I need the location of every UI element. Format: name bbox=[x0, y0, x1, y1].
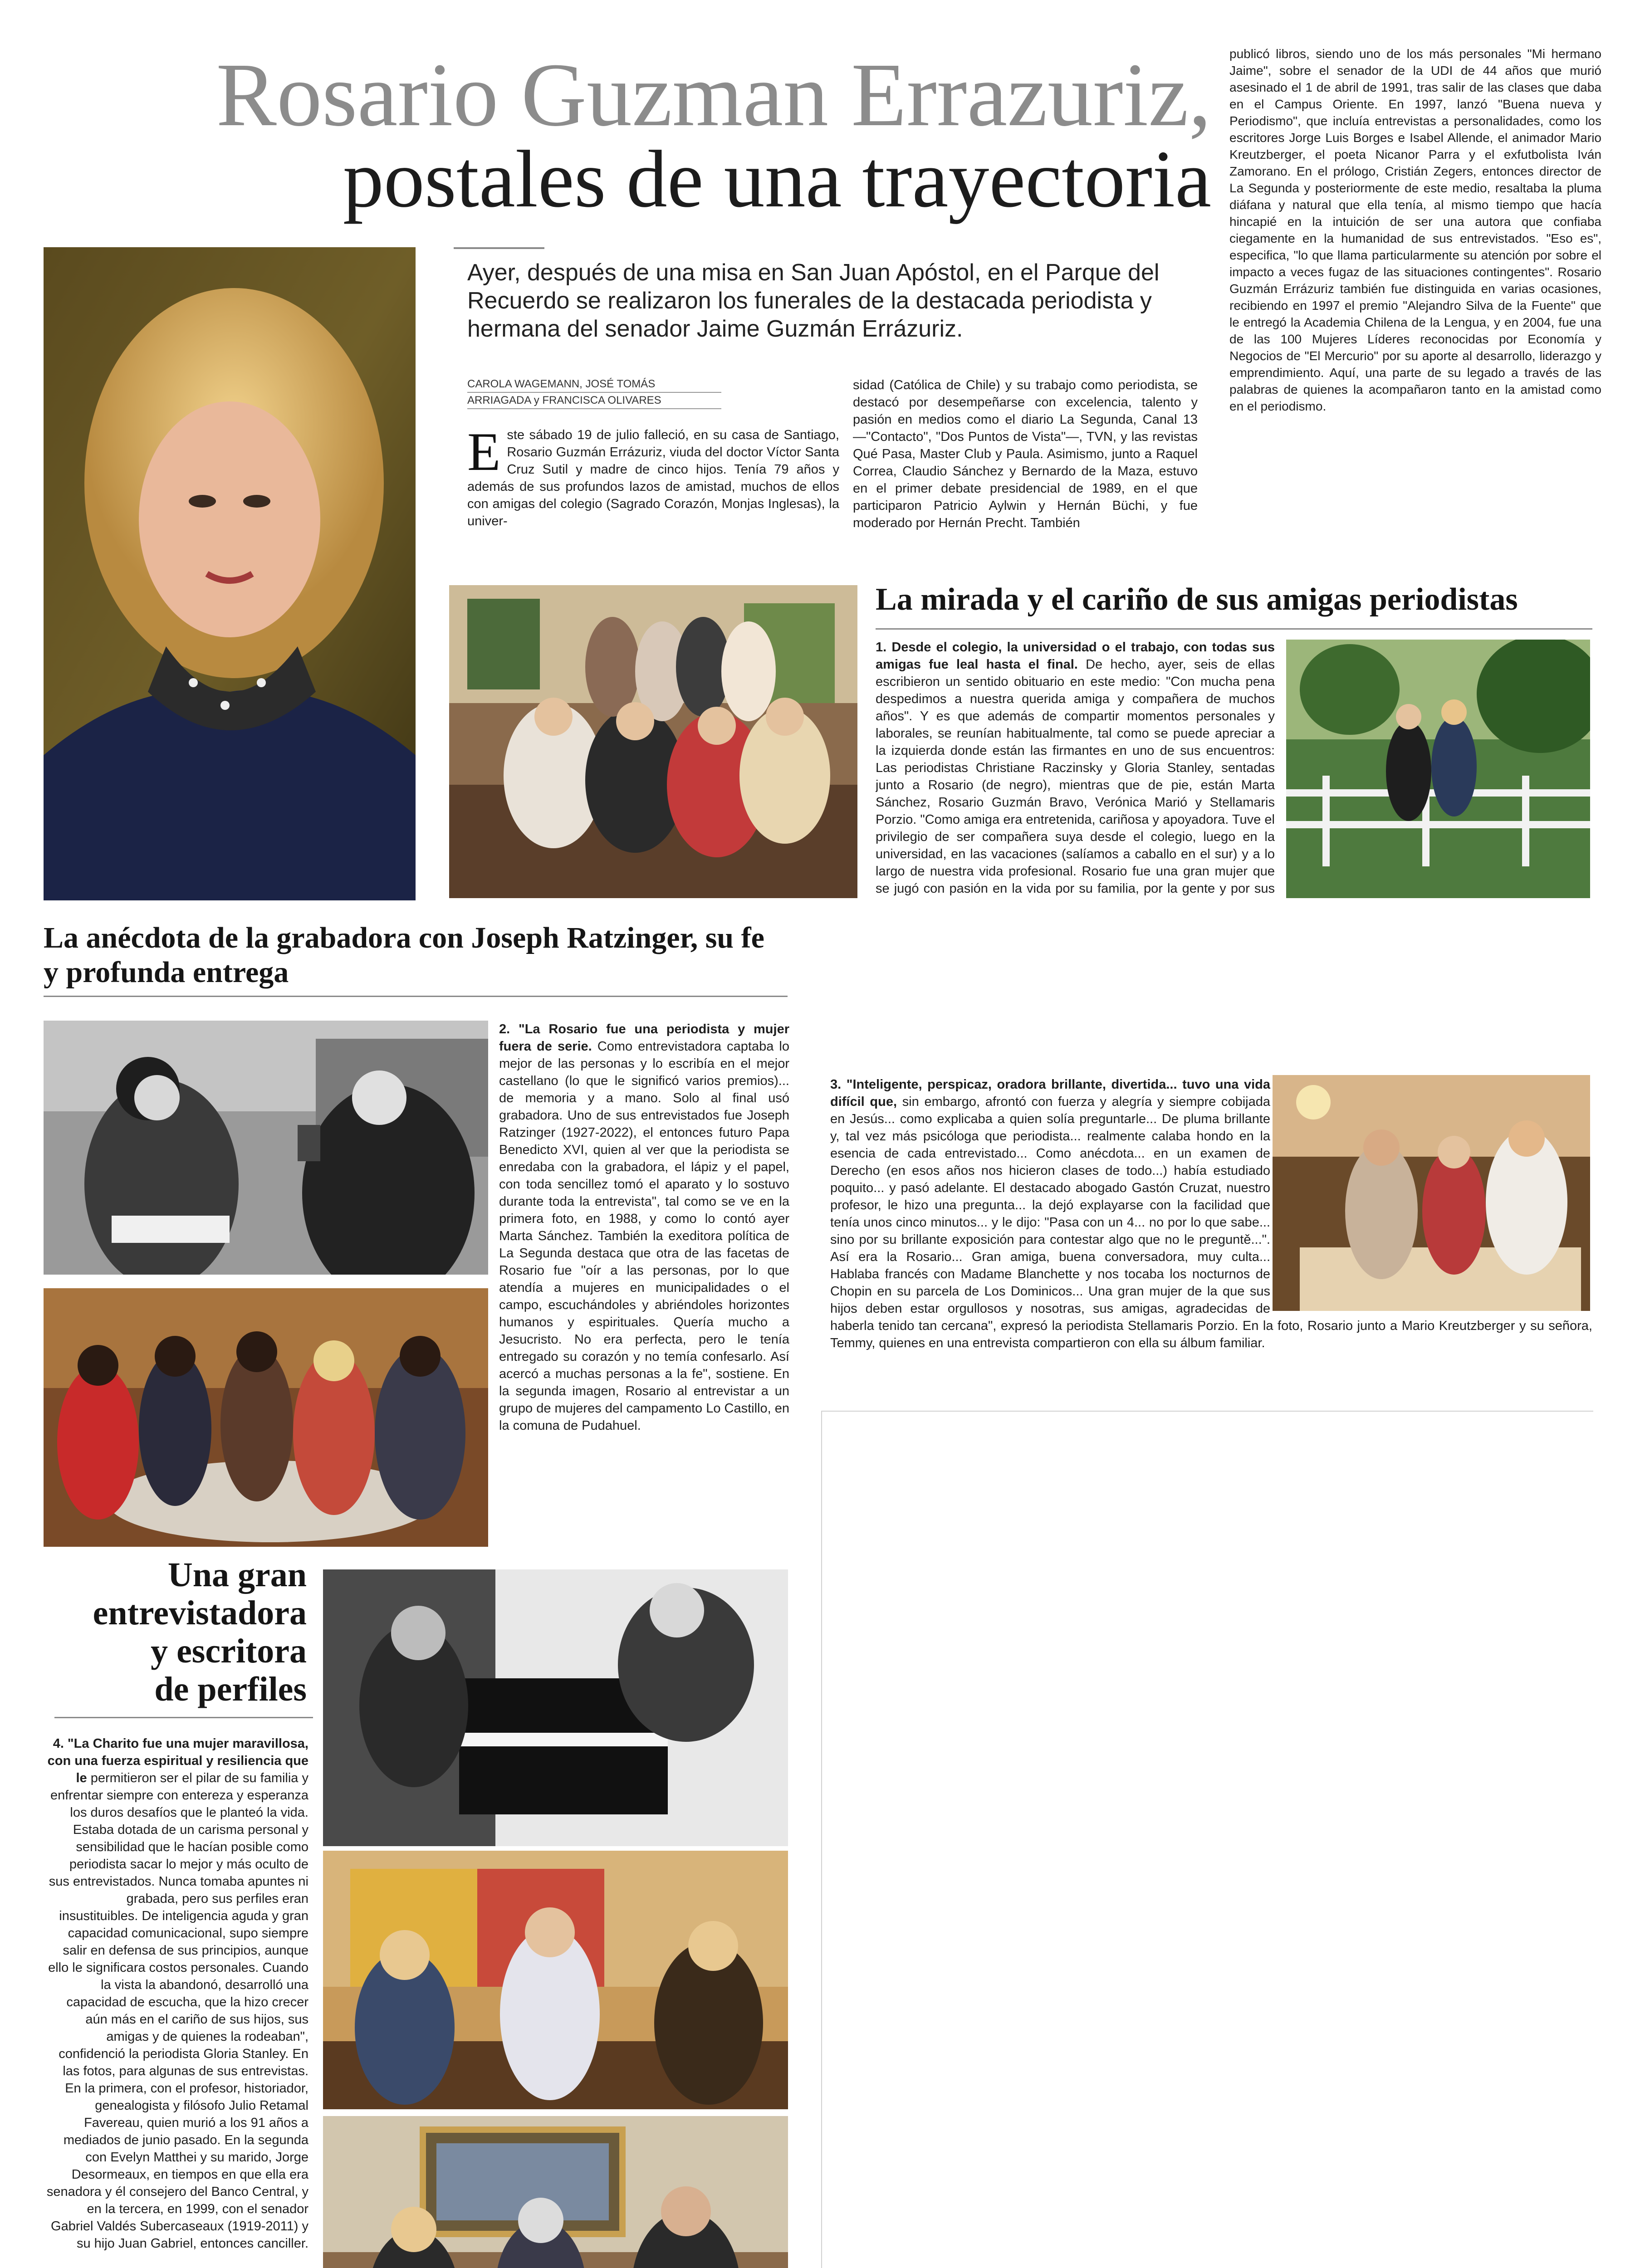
caption-3-bold: 3. "Inteligente, perspicaz, oradora brillante, divertida... tuvo una vida difícil que, bbox=[830, 1077, 1270, 1109]
entrevistadora-title-line-1: Una gran bbox=[167, 1556, 307, 1594]
empty-box-frame bbox=[821, 1411, 1593, 2268]
caption-4-bold: 4. "La Charito fue una mujer maravillosa, con una fuerza espiritual y resiliencia que le bbox=[47, 1736, 308, 1785]
byline-line-1: CAROLA WAGEMANN, JOSÉ TOMÁS bbox=[467, 376, 721, 393]
caption-2 bbox=[499, 1021, 789, 1434]
headline bbox=[68, 45, 1211, 236]
caption-1-continued bbox=[817, 903, 1592, 1075]
ratzinger-interview-photo bbox=[44, 1021, 488, 1275]
byline-line-2: ARRIAGADA y FRANCISCA OLIVARES bbox=[467, 393, 721, 409]
section-entrevistadora-title bbox=[44, 1556, 307, 1708]
portrait-photo bbox=[44, 247, 416, 900]
headline-line-1: Rosario Guzman Errazuriz, bbox=[216, 45, 1211, 145]
matthei-desormeaux-photo bbox=[323, 1851, 788, 2109]
caption-3-text: sin embargo, afrontó con fuerza y alegría y siempre cobijada en Jesús... como explicaba a quien solía preguntarle... De pluma brillante y, tal vez más psicóloga que periodista... realmente calaba hondo en la esencia de cada entrevistado... Como anécdota... en un examen de Derecho (en esos años nos hicieron clases de todo...) había estudiado poquito... y pasó adelante. El destacado abogado Gastón Cruzat, nuestro profesor, le hizo una pregunta... la dejó explayarse con la facilidad que tenía unos cinco minutos... y le dijo: "Pasa con un 4... no por lo que sabe... sino por su brillante exposición para contestar algo que no le preguntě...". Así era la Rosario... Gran amiga, buena conversadora, muy culta... Hablaba francés con Madame Blanchette y nos tocaba los nocturnos de Chopin en su parcela de Los Dominicos... Una gran mujer de la que sus hijos deben estar orgullosos y nosotras, sus amigas, agradecidas de haberla tenido tan cercana", expresó la periodista Stellamaris Porzio. En la foto, Rosario junto a Mario Kreutzberger y su señora, Temmy, quienes en una entrevista compartieron con ella su álbum familiar. bbox=[830, 1095, 1592, 1350]
section-amigas-title: La mirada y el cariño de sus amigas periodistas bbox=[876, 582, 1518, 617]
deck-rule bbox=[454, 247, 544, 249]
caption-1-text: De hecho, ayer, seis de ellas escribieron un sentido obituario en este medio: "Con mucha pena despedimos a nuestra querida amiga y compañera de muchos años". Y es que además de compartir momentos personales y laborales, se reunían habitualmente, tal como se puede apreciar a la izquierda donde están las firmantes en uno de sus encuentros: Las periodistas Christiane Raczinsky y Gloria Stanley, sentadas junto a Rosario (de negro), mientras que de pie, están Marta Sánchez, Rosario Guzmán Bravo, Verónica Marió y Stellamaris Porzio. "Como amiga era entretenida, cariñosa y apoyadora. Tuve el privilegio de ser compañera suya desde el colegio, luego en la universidad, en las vacaciones (salíamos a caballo en el sur) y a lo largo de nuestra vida profesional. Rosario fue una gran mujer que se jugó con pasión en la vida por su familia, por la gente y por sus bbox=[876, 657, 1275, 896]
headline-line-2: postales de una trayectoria bbox=[343, 134, 1211, 224]
valdes-interview-photo bbox=[323, 2116, 788, 2268]
grabadora-title-rule bbox=[44, 996, 788, 997]
caption-3 bbox=[830, 1076, 1592, 1393]
lead-column-3: publicó libros, siendo uno de los más personales "Mi hermano Jaime", sobre el senador de la UDI de 44 años que murió asesinado el 1 de abril de 1991, tras salir de las clases que daba en el Campus Oriente. En 1997, lanzó "Buena nueva y Periodismo", que incluía entrevistas a personalidades, como los escritores Jorge Luis Borges e Isabel Allende, el animador Mario Kreutzberger, el poeta Nicanor Parra y el exfutbolista Iván Zamorano. En el prólogo, Cristián Zegers, entonces director de La Segunda y posteriormente de este medio, resaltaba la pluma diáfana y natural que ella tenía, al mismo tiempo que hacía hincapié en la intuición de ser una autora que confiaba ciegamente en la humanidad de sus entrevistados. "Eso es", especifica, "lo que llama particularmente su atención por sobre el impacto a veces fugaz de las situaciones contingentes". Rosario Guzmán Errázuriz también fue distinguida en varias ocasiones, recibiendo en 1997 el premio "Alejandro Silva de la Fuente" que le entregó la Academia Chilena de la Lengua, y en 2004, fue una de las 100 Mujeres Líderes reconocidas por Economía y Negocios de "El Mercurio" por su aporte al desarrollo, liderazgo y emprendimiento. Aquí, una parte de su legado a través de las palabras de quienes la acompañaron tanto en la amistad como en el periodismo. bbox=[1229, 47, 1601, 413]
lead-column-1 bbox=[467, 421, 839, 530]
lead-text-1: ste sábado 19 de julio falleció, en su casa de Santiago, Rosario Guzmán Errázuriz, viuda del doctor Víctor Santa Cruz Sutil y madre de cinco hijos. Tenía 79 años y además de sus profundos lazos de amistad, muchos de ellos con amigas del colegio (Sagrado Corazón, Monjas Inglesas), la univer- bbox=[467, 428, 839, 528]
caption-4-text: permitieron ser el pilar de su familia y enfrentar siempre con entereza y esperanza los duros desafíos que le planteó la vida. Estaba dotada de un carisma personal y sensibilidad que le hacían posible como periodista sacar lo mejor y más oculto de sus entrevistados. Nunca tomaba apuntes ni grabada, pero sus perfiles eran insustituibles. De inteligencia aguda y gran capacidad comunicacional, supo siempre salir en defensa de sus principios, aunque ello le significara costos personales. Cuando la vista la abandonó, desarrolló una capacidad de escucha, que la hizo crecer aún más en el cariño de sus hijos, sus amigas y de quienes la rodeaban", confidenció la periodista Gloria Stanley. En las fotos, para algunas de sus entrevistas. En la primera, con el profesor, historiador, genealogista y filósofo Julio Retamal Favereau, quien murió a los 91 años a mediados de junio pasado. En la segunda con Evelyn Matthei y su marido, Jorge Desormeaux, en tiempos en que ella era senadora y él consejero del Banco Central, y en la tercera, en 1999, con el senador Gabriel Valdés Subercaseaux (1919-2011) y su hijo Juan Gabriel, entonces canciller. bbox=[46, 1771, 308, 2251]
lo-castillo-women-photo bbox=[44, 1288, 488, 1547]
entrevistadora-title-line-3: y escritora bbox=[151, 1632, 307, 1670]
caption-1-bold: 1. Desde el colegio, la universidad o el trabajo, con todas sus amigas fue leal hasta el final. bbox=[876, 640, 1275, 672]
drop-cap: E bbox=[467, 421, 501, 482]
friends-group-photo bbox=[449, 585, 857, 898]
retamal-piano-photo bbox=[323, 1569, 788, 1846]
caption-1 bbox=[876, 639, 1275, 897]
entrevistadora-title-line-2: entrevistadora bbox=[93, 1594, 307, 1632]
deck-text: Ayer, después de una misa en San Juan Apóstol, en el Parque del Recuerdo se realizaron los funerales de la destacada periodista y hermana del senador Jaime Guzmán Errázuriz. bbox=[467, 259, 1160, 342]
entrevistadora-title-line-4: de perfiles bbox=[154, 1670, 307, 1708]
caption-2-text: Como entrevistadora captaba lo mejor de las personas y lo escribía en el mejor castellano (lo que le significó varios premios)... de memoria y a mano. Solo al final usó grabadora. Uno de sus entrevistados fue Joseph Ratzinger (1927-2022), el entonces futuro Papa Benedicto XVI, quien al ver que la periodista se enredaba con la grabadora, el lápiz y el papel, con toda sencillez tomó el aparato y lo sostuvo durante toda la entrevista", tal como se ve en la primera foto, en 1988, y como lo contó ayer Marta Sánchez. También la exeditora política de La Segunda destaca que otra de las facetas de Rosario fue "oír a las personas, por lo que atendía a mujeres en municipalidades o el campo, escuchándoles y abriéndoles horizontes humanos y espirituales. Quería mucho a Jesucristo. No era perfecta, pero le tenía entregado su corazón y no temía confesarlo. Así acercó a muchas personas a la fe", sostiene. En la segunda imagen, Rosario al entrevistar a un grupo de mujeres del campamento Lo Castillo, en la comuna de Pudahuel. bbox=[499, 1039, 789, 1433]
section-grabadora-title: La anécdota de la grabadora con Joseph Ratzinger, su fe y profunda entrega bbox=[44, 921, 764, 989]
entrevistadora-title-rule bbox=[54, 1717, 313, 1718]
amigas-title-rule bbox=[876, 628, 1592, 630]
paillaco-horse-photo bbox=[1286, 640, 1590, 898]
lead-column-2: sidad (Católica de Chile) y su trabajo como periodista, se destacó por desempeñarse con excelencia, talento y pasión en medios como el diario La Segunda, Canal 13 —"Contacto", "Dos Puntos de Vista"—, TVN, y las revistas Qué Pasa, Master Club y Paula. Asimismo, junto a Raquel Correa, Claudio Sánchez y Bernardo de la Maza, estuvo en el primer debate presidencial de 1989, en el que participaron Patricio Aylwin y Hernán Büchi, y fue moderado por Hernán Precht. También bbox=[853, 378, 1198, 530]
caption-4 bbox=[45, 1735, 308, 2252]
byline bbox=[467, 376, 721, 409]
caption-2-bold: 2. "La Rosario fue una periodista y mujer fuera de serie. bbox=[499, 1022, 789, 1054]
